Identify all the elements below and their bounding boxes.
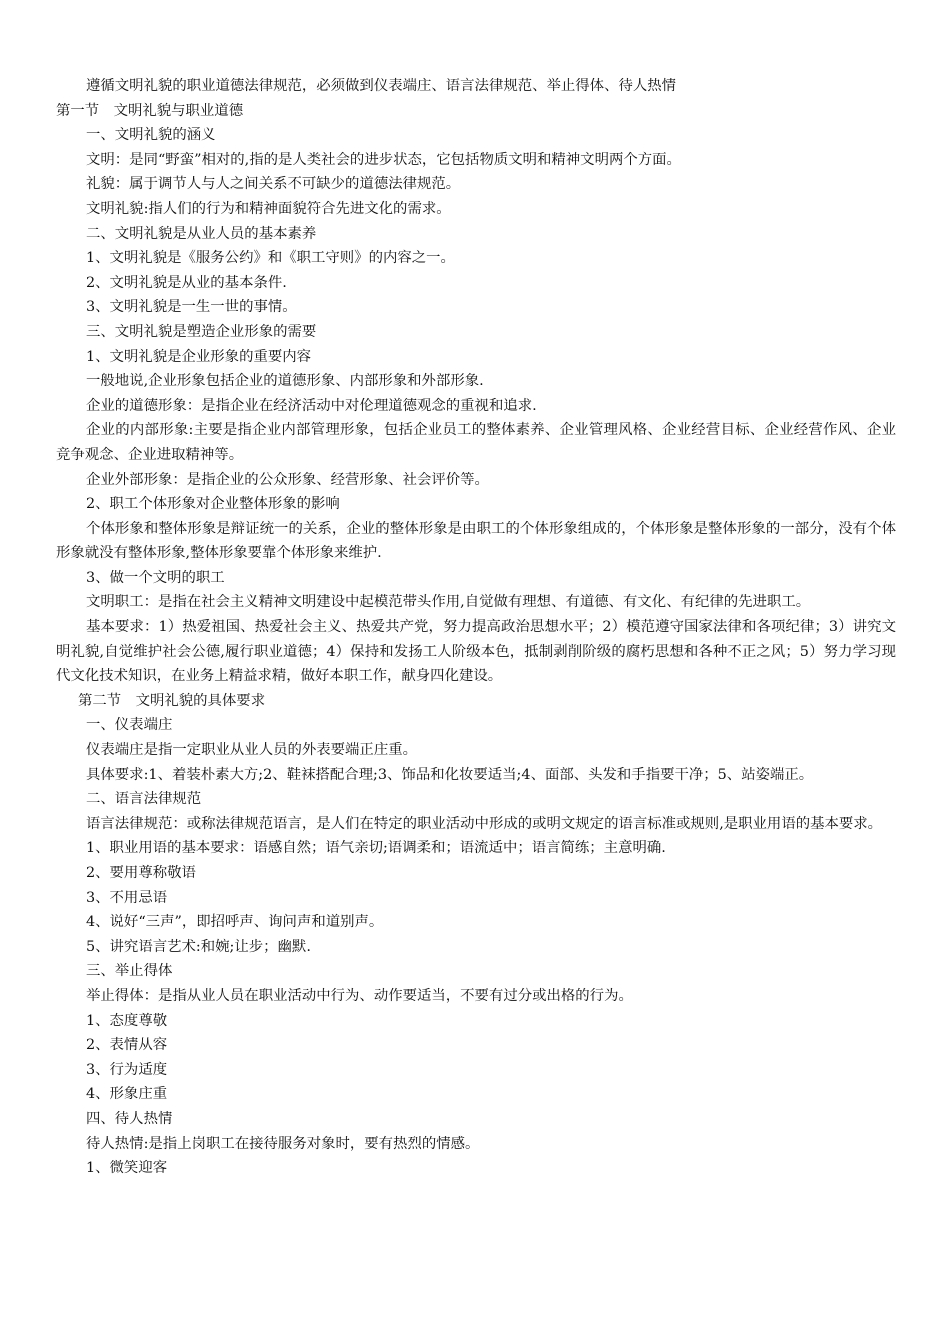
paragraph: 仪表端庄是指一定职业从业人员的外表要端正庄重。 bbox=[86, 742, 417, 759]
paragraph: 个体形象和整体形象是辩证统一的关系，企业的整体形象是由职工的个体形象组成的，个体形象是整体形象的一部分，没有个体形象就没有整体形象,整体形象要靠个体形象来维护. bbox=[56, 520, 896, 562]
paragraph: 2、表情从容 bbox=[86, 1037, 168, 1054]
paragraph: 第二节 文明礼貌的具体要求 bbox=[78, 692, 266, 709]
paragraph: 2、要用尊称敬语 bbox=[86, 865, 196, 881]
paragraph: 3、做一个文明的职工 bbox=[86, 569, 225, 586]
paragraph: 遵循文明礼貌的职业道德法律规范，必须做到仪表端庄、语言法律规范、举止得体、待人热情 bbox=[86, 78, 677, 94]
paragraph: 1、文明礼貌是《服务公约》和《职工守则》的内容之一。 bbox=[86, 250, 455, 267]
paragraph: 文明：是同“野蛮”相对的,指的是人类社会的进步状态，它包括物质文明和精神文明两个方面。 bbox=[86, 151, 681, 168]
paragraph: 举止得体：是指从业人员在职业活动中行为、动作要适当，不要有过分或出格的行为。 bbox=[86, 987, 633, 1004]
paragraph: 具体要求:1、着装朴素大方;2、鞋袜搭配合理;3、饰品和化妆要适当;4、面部、头发和手指要干净；5、站姿端正。 bbox=[86, 766, 814, 783]
paragraph: 文明职工：是指在社会主义精神文明建设中起模范带头作用,自觉做有理想、有道德、有文化、有纪律的先进职工。 bbox=[86, 594, 811, 611]
paragraph: 礼貌：属于调节人与人之间关系不可缺少的道德法律规范。 bbox=[86, 176, 461, 193]
paragraph: 5、讲究语言艺术:和婉;让步；幽默. bbox=[86, 938, 311, 955]
paragraph: 一、文明礼貌的涵义 bbox=[86, 127, 216, 144]
paragraph: 1、文明礼貌是企业形象的重要内容 bbox=[86, 348, 312, 365]
paragraph: 待人热情:是指上岗职工在接待服务对象时，要有热烈的情感。 bbox=[86, 1135, 480, 1152]
paragraph: 1、职业用语的基本要求：语感自然；语气亲切;语调柔和；语流适中；语言简练；主意明确. bbox=[86, 840, 666, 857]
paragraph: 企业的内部形象:主要是指企业内部管理形象，包括企业员工的整体素养、企业管理风格、企业经营目标、企业经营作风、企业竞争观念、企业进取精神等。 bbox=[56, 422, 896, 463]
paragraph: 第一节 文明礼貌与职业道德 bbox=[56, 102, 244, 119]
paragraph: 4、形象庄重 bbox=[86, 1086, 168, 1103]
paragraph: 企业的道德形象：是指企业在经济活动中对伦理道德观念的重视和追求. bbox=[86, 397, 537, 414]
paragraph: 2、文明礼貌是从业的基本条件. bbox=[86, 274, 287, 291]
paragraph: 1、微笑迎客 bbox=[86, 1160, 168, 1177]
paragraph: 文明礼貌:指人们的行为和精神面貌符合先进文化的需求。 bbox=[86, 200, 451, 217]
paragraph: 三、文明礼貌是塑造企业形象的需要 bbox=[86, 323, 317, 340]
paragraph: 二、文明礼貌是从业人员的基本素养 bbox=[86, 225, 317, 242]
paragraph: 4、说好“三声”，即招呼声、询问声和道别声。 bbox=[86, 914, 384, 931]
paragraph: 3、不用忌语 bbox=[86, 889, 168, 906]
paragraph: 三、举止得体 bbox=[86, 963, 173, 980]
paragraph: 四、待人热情 bbox=[86, 1110, 173, 1127]
paragraph: 企业外部形象：是指企业的公众形象、经营形象、社会评价等。 bbox=[86, 471, 489, 488]
paragraph: 2、职工个体形象对企业整体形象的影响 bbox=[86, 496, 340, 513]
paragraph: 一、仪表端庄 bbox=[86, 717, 173, 734]
paragraph: 二、语言法律规范 bbox=[86, 791, 202, 808]
paragraph: 基本要求：1）热爱祖国、热爱社会主义、热爱共产党，努力提高政治思想水平；2）模范遵守国家法律和各项纪律；3）讲究文明礼貌,自觉维护社会公德,履行职业道德；4）保持和发扬工人阶级本色，抵制剥削阶级的腐朽思想和各种不正之风；5）努力学习现代文化技术知识，在业务上精益求精，做好本职工作，献身四化建设。 bbox=[56, 619, 896, 685]
paragraph: 语言法律规范：或称法律规范语言，是人们在特定的职业活动中形成的或明文规定的语言标准或规则,是职业用语的基本要求。 bbox=[86, 815, 883, 832]
paragraph: 1、态度尊敬 bbox=[86, 1012, 168, 1029]
paragraph: 3、文明礼貌是一生一世的事情。 bbox=[86, 299, 297, 316]
document-page bbox=[56, 74, 896, 1181]
paragraph: 一般地说,企业形象包括企业的道德形象、内部形象和外部形象. bbox=[86, 373, 484, 390]
paragraph: 3、行为适度 bbox=[86, 1061, 168, 1078]
